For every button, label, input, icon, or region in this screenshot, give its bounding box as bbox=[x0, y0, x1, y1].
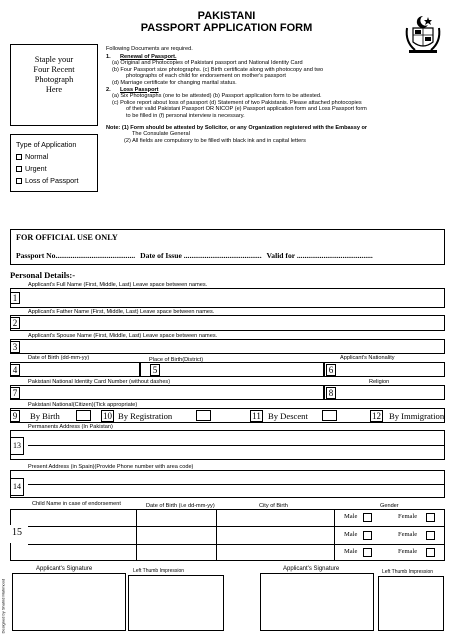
option-normal[interactable]: Normal bbox=[16, 151, 92, 163]
dob-field[interactable] bbox=[10, 362, 140, 377]
child-dob-label: Date of Birth (i.e dd-mm-yy) bbox=[146, 503, 215, 509]
child-row-divider bbox=[28, 544, 445, 545]
date-of-issue-field[interactable]: Date of Issue ......................................... bbox=[140, 251, 262, 260]
nationality-label: Applicant's Nationality bbox=[340, 355, 395, 361]
father-name-field[interactable] bbox=[10, 315, 445, 331]
citizen-by-birth: By Birth bbox=[30, 411, 60, 421]
field-number: 2 bbox=[10, 317, 20, 329]
checkbox-icon[interactable] bbox=[16, 166, 22, 172]
citizen-by-descent-checkbox[interactable] bbox=[322, 410, 337, 421]
female-label: Female bbox=[398, 548, 418, 555]
field-number: 9 bbox=[10, 410, 20, 422]
religion-label: Religion bbox=[369, 379, 390, 385]
photo-line-4: Here bbox=[45, 85, 63, 94]
loss-item: of their valid Pakistani Passport OR NICOP (e) Passport application form and Loss Passport form bbox=[126, 106, 367, 113]
designer-credit: Designed by Shahid Mahmood bbox=[0, 578, 6, 634]
loss-item: (c) Police report about loss of passport (d) Statement of two Pakistanis. Please attached photocopies bbox=[112, 99, 362, 106]
note-line: The Consulate General bbox=[132, 131, 190, 138]
field-number: 4 bbox=[10, 364, 20, 376]
religion-field[interactable] bbox=[324, 385, 445, 400]
father-name-label: Applicant's Father Name (First, Middle, Last) Leave space between names. bbox=[28, 309, 215, 315]
field-number: 14 bbox=[10, 478, 24, 496]
note-line: (2) All fields are compulsory to be filled with black ink and in capital letters bbox=[124, 137, 306, 144]
documents-section bbox=[106, 46, 446, 144]
place-of-birth-field[interactable] bbox=[140, 362, 324, 377]
female-label: Female bbox=[398, 531, 418, 538]
official-fields[interactable] bbox=[16, 251, 373, 260]
application-type-box bbox=[10, 134, 98, 192]
checkbox-icon[interactable] bbox=[16, 178, 22, 184]
citizen-by-registration: By Registration bbox=[118, 411, 173, 421]
female-label: Female bbox=[398, 513, 418, 520]
photo-line-3: Photograph bbox=[34, 75, 74, 84]
spouse-name-label: Applicant's Spouse Name (First, Middle, Last) Leave space between names. bbox=[28, 333, 218, 339]
child-col-divider bbox=[334, 509, 335, 561]
present-address-label: Present Address (in Spain)(Provide Phone number with area code) bbox=[28, 464, 194, 470]
child-name-label: Child Name in case of endorsement bbox=[32, 501, 121, 507]
male-label: Male bbox=[344, 548, 358, 555]
citizen-by-registration-checkbox[interactable] bbox=[196, 410, 211, 421]
field-number: 3 bbox=[10, 341, 20, 353]
application-type-title: Type of Application bbox=[16, 140, 77, 149]
child-gender-label: Gender bbox=[380, 503, 399, 509]
form-title bbox=[0, 10, 453, 34]
documents-intro: Following Documents are required. bbox=[106, 46, 193, 52]
field-number: 6 bbox=[326, 364, 336, 376]
thumb-impression-label-2: Left Thumb Impression bbox=[382, 569, 434, 575]
applicant-signature-label-1: Applicant's Signature bbox=[36, 566, 93, 572]
official-title: FOR OFFICIAL USE ONLY bbox=[16, 233, 118, 242]
applicant-signature-label-2: Applicant's Signature bbox=[283, 566, 340, 572]
loss-item: to be filled in (f) personal interview is necessary. bbox=[126, 112, 245, 119]
male-label: Male bbox=[344, 513, 358, 520]
note-line: Note: (1) Form should be attested by Solicitor, or any Organization registered with the Embassy or bbox=[106, 124, 368, 131]
female-checkbox[interactable] bbox=[426, 548, 435, 557]
child-city-label: City of Birth bbox=[259, 503, 288, 509]
field-number: 12 bbox=[372, 411, 381, 421]
passport-no-field[interactable]: Passport No.......................................... bbox=[16, 251, 136, 260]
child-row-divider bbox=[28, 526, 445, 527]
spouse-name-field[interactable] bbox=[10, 339, 445, 354]
renewal-item: (d) Marriage certificate for changing marital status. bbox=[112, 79, 237, 86]
renewal-heading: 1. Renewal of Passport. bbox=[106, 53, 177, 60]
personal-details-heading: Personal Details:- bbox=[10, 270, 76, 280]
renewal-item: photographs of each child for endorsement on mother's passport bbox=[126, 73, 286, 80]
dob-label: Date of Birth (dd-mm-yy) bbox=[28, 355, 90, 361]
field-number: 7 bbox=[10, 387, 20, 399]
male-checkbox[interactable] bbox=[363, 513, 372, 522]
citizen-by-descent: By Descent bbox=[268, 411, 308, 421]
citizen-by-birth-checkbox[interactable] bbox=[76, 410, 91, 421]
field-number: 10 bbox=[103, 411, 112, 421]
photo-box[interactable] bbox=[10, 44, 98, 126]
permanent-address-label: Permanents Address (In Pakistan) bbox=[28, 424, 113, 430]
permanent-address-line bbox=[28, 445, 445, 446]
male-checkbox[interactable] bbox=[363, 548, 372, 557]
male-checkbox[interactable] bbox=[363, 531, 372, 540]
renewal-item: (a) Original and Photocopies of Pakistani passport and National Identity Card bbox=[112, 60, 303, 67]
thumb-impression-label-1: Left Thumb Impression bbox=[133, 568, 185, 574]
field-number: 11 bbox=[250, 410, 263, 422]
full-name-field[interactable] bbox=[10, 288, 445, 308]
thumb-impression-box-1[interactable] bbox=[128, 575, 224, 631]
official-use-box bbox=[10, 229, 445, 265]
child-col-divider bbox=[216, 509, 217, 561]
place-of-birth-label: Place of Birth(District) bbox=[149, 357, 204, 363]
option-urgent[interactable]: Urgent bbox=[16, 163, 92, 175]
child-col-divider bbox=[136, 509, 137, 561]
field-number: 5 bbox=[150, 364, 160, 376]
present-address-line bbox=[28, 484, 445, 485]
valid-for-field[interactable]: Valid for ........................................ bbox=[266, 251, 373, 260]
children-table bbox=[10, 509, 445, 561]
field-number: 15 bbox=[10, 525, 24, 543]
photo-line-1: Staple your bbox=[34, 55, 74, 64]
checkbox-icon[interactable] bbox=[16, 154, 22, 160]
citizen-by-immigration: By Immigration bbox=[389, 411, 445, 421]
applicant-signature-box-2[interactable] bbox=[260, 573, 374, 631]
option-loss[interactable]: Loss of Passport bbox=[16, 175, 92, 187]
thumb-impression-box-2[interactable] bbox=[378, 576, 444, 631]
title-line-1: PAKISTANI bbox=[197, 10, 256, 22]
title-line-2: PASSPORT APPLICATION FORM bbox=[140, 22, 313, 34]
full-name-label: Applicant's Full Name (First, Middle, Last) Leave space between names. bbox=[28, 282, 208, 288]
nationality-field[interactable] bbox=[324, 362, 445, 377]
field-number: 1 bbox=[10, 292, 20, 304]
female-checkbox[interactable] bbox=[426, 531, 435, 540]
loss-item: (a) Six Photographs (one to be attested) (b) Passport application form to be attested. bbox=[112, 93, 322, 100]
applicant-signature-box-1[interactable] bbox=[12, 573, 126, 631]
field-number: 8 bbox=[326, 387, 336, 399]
citizenship-label: Pakistani National(Citizen)(Tick appropriate) bbox=[28, 402, 138, 408]
nic-label: Pakistani National Identity Card Number (without dashes) bbox=[28, 379, 171, 385]
male-label: Male bbox=[344, 531, 358, 538]
renewal-item: (b) Four Passport size photographs. (c) Birth certificate along with photocopy and two bbox=[112, 66, 324, 73]
nic-field[interactable] bbox=[10, 385, 324, 400]
loss-heading: 2. Loss Passport bbox=[106, 86, 159, 93]
photo-line-2: Four Recent bbox=[33, 65, 75, 74]
female-checkbox[interactable] bbox=[426, 513, 435, 522]
field-number: 13 bbox=[10, 437, 24, 455]
